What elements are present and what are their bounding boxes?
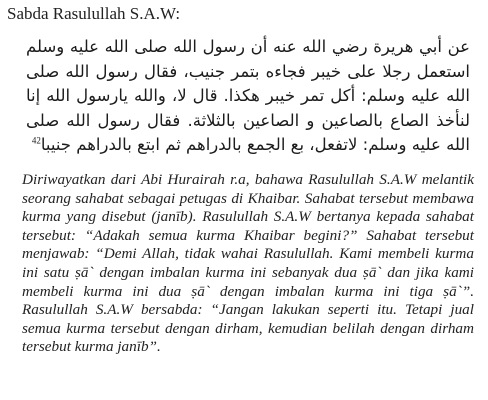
footnote-marker[interactable]: 42 (31, 135, 41, 146)
translation-paragraph: Diriwayatkan dari Abi Hurairah r.a, bahawa Rasulullah S.A.W melantik seorang sahabat sebagai petugas di Khaibar. Sahabat tersebut membawa kurma yang disebut (janīb). Rasulullah S.A.W bertanya kepada sahabat tersebut: “Adakah semua kurma Khaibar begini?” Sahabat tersebut menjawab: “Demi Allah, tidak wahai Rasulullah. Kami membeli kurma ini satu ṣā` dengan imbalan kurma ini sebanyak dua ṣā` dan jika kami membeli kurma ini dua ṣā` dengan imbalan kurma ini tiga ṣā`”. Rasulullah S.A.W bersabda: “Jangan lakukan seperti itu. Tetapi jual semua kurma tersebut dengan dirham, kemudian belilah dengan dirham tersebut kurma janīb”. (22, 171, 474, 356)
arabic-text-body: عن أبي هريرة رضي الله عنه أن رسول الله صلى الله عليه وسلم استعمل رجلا على خيبر فجاءه بتمر جنيب، فقال رسول الله صلى الله عليه وسلم: أكل تمر خيبر هكذا. قال لا، والله يارسول الله إنا لنأخذ الصاع بالصاعين و الصاعين بالثلاثة. فقال رسول الله صلى الله عليه وسلم: لاتفعل، بع الجمع بالدراهم ثم ابتع بالدراهم جنيبا (26, 37, 470, 155)
arabic-hadith-text (26, 35, 470, 158)
hadith-heading: Sabda Rasulullah S.A.W: (7, 4, 181, 23)
